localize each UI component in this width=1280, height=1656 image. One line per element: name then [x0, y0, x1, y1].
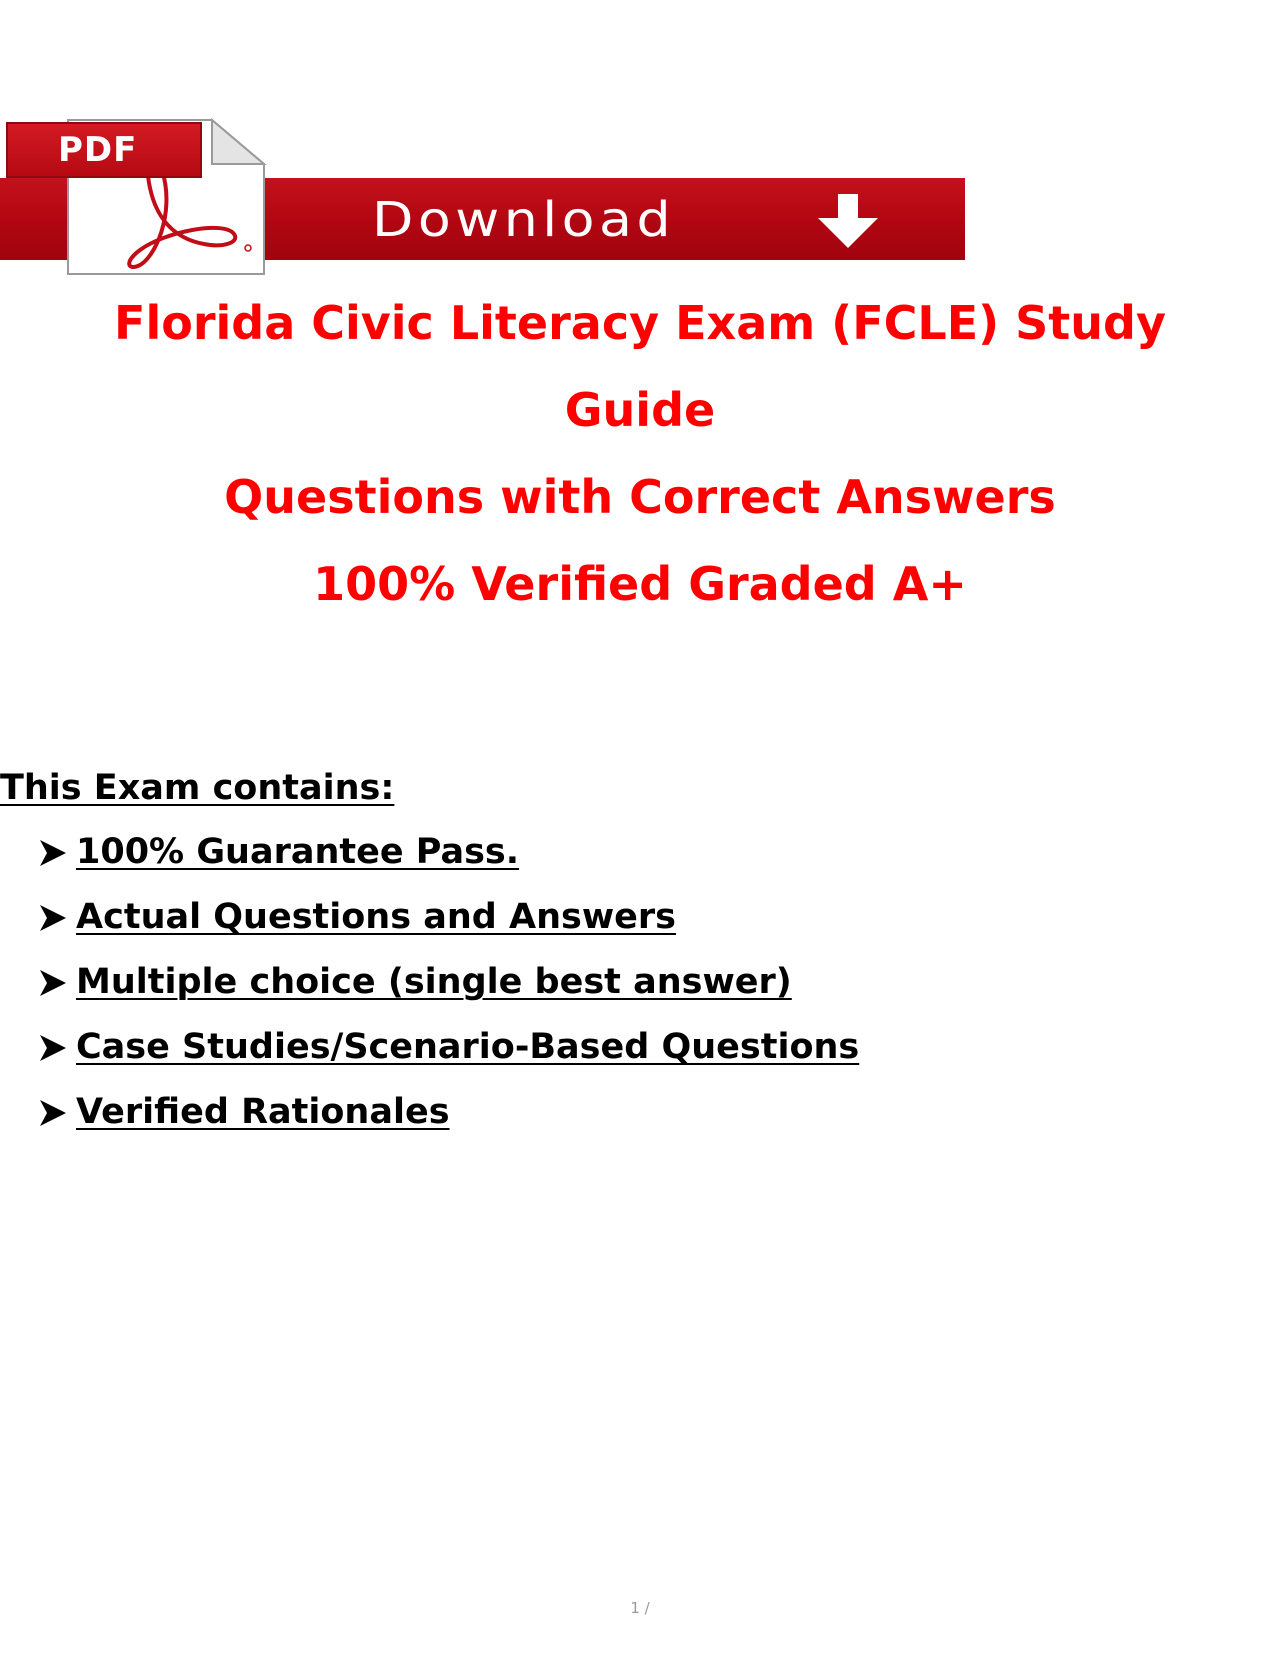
list-item	[0, 892, 1280, 957]
download-label[interactable]: Download	[372, 192, 676, 248]
list-item-label: Verified Rationales	[76, 1092, 450, 1132]
list-item-label: Actual Questions and Answers	[76, 897, 677, 937]
exam-contents	[0, 763, 1280, 1152]
list-item-label: Multiple choice (single best answer)	[76, 962, 792, 1002]
document-title	[0, 280, 1280, 628]
pdf-tag	[6, 122, 202, 178]
title-line-2: Guide	[564, 383, 716, 437]
title-line-4: 100% Verified Graded A+	[313, 557, 967, 611]
title-line-1: Florida Civic Literacy Exam (FCLE) Study	[114, 296, 1166, 350]
pdf-tag-label: PDF	[58, 130, 138, 170]
arrowhead-bullet-icon	[38, 838, 68, 868]
arrowhead-bullet-icon	[38, 903, 68, 933]
list-item	[0, 1022, 1280, 1087]
title-line-3: Questions with Correct Answers	[224, 470, 1056, 524]
arrowhead-bullet-icon	[38, 1098, 68, 1128]
arrowhead-bullet-icon	[38, 968, 68, 998]
contents-heading: This Exam contains:	[0, 768, 395, 808]
arrowhead-bullet-icon	[38, 1033, 68, 1063]
list-item-label: 100% Guarantee Pass.	[76, 832, 520, 872]
page-number: 1 /	[630, 1599, 650, 1617]
contents-list	[0, 827, 1280, 1152]
list-item	[0, 957, 1280, 1022]
list-item-label: Case Studies/Scenario-Based Questions	[76, 1027, 860, 1067]
download-arrow-icon[interactable]	[812, 192, 884, 250]
pdf-download-banner[interactable]	[0, 112, 965, 272]
list-item	[0, 827, 1280, 892]
list-item	[0, 1087, 1280, 1152]
